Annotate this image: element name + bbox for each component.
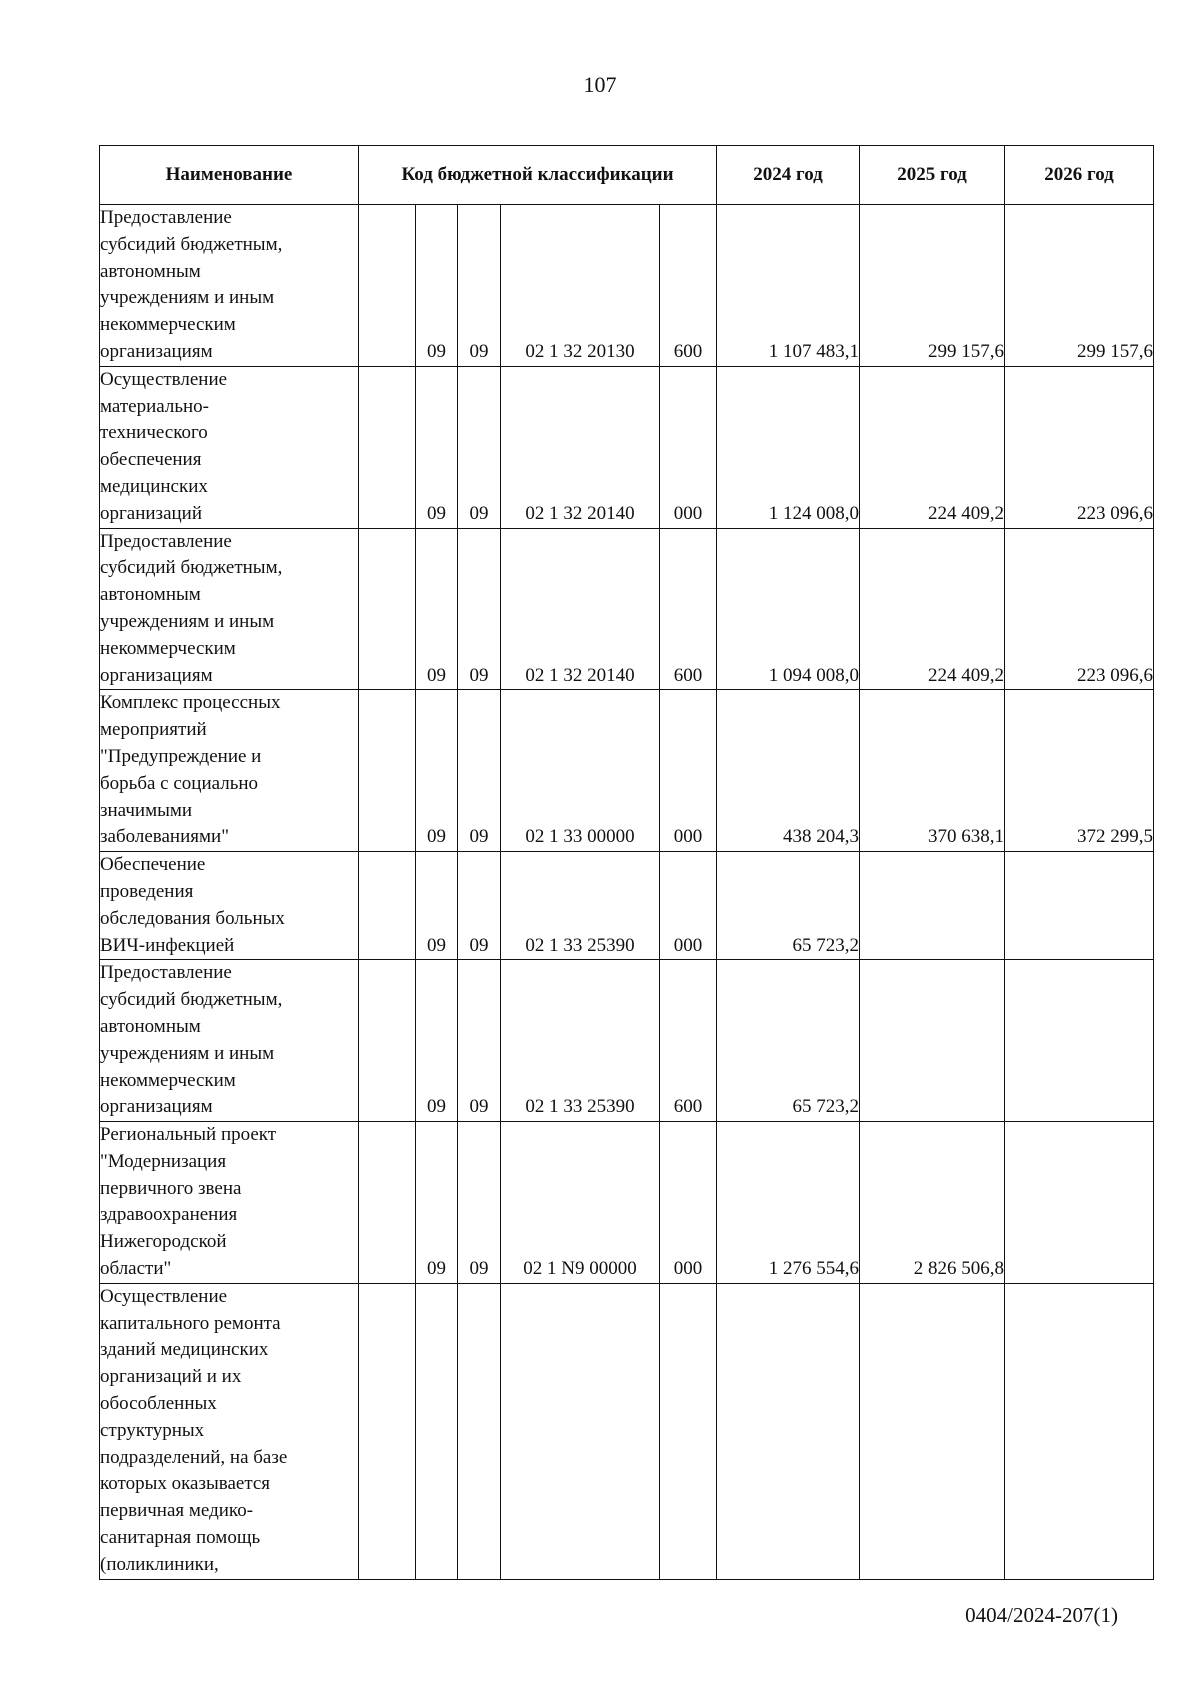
cell-2026 [1005,1283,1154,1579]
cell-name-line: организаций и их [100,1366,242,1388]
cell-name-line: медицинских [100,475,208,497]
table-row [100,366,1154,528]
cell-name [100,1122,359,1284]
table-row [100,1122,1154,1284]
cell-name-line: капитального ремонта [100,1312,281,1334]
cell-name-line: "Модернизация [100,1150,227,1172]
cell-name-line: (поликлиники, [100,1553,219,1575]
cell-2024: 1 094 008,0 [717,528,860,690]
cell-name-line: автономным [100,260,201,282]
cell-section: 09 [416,528,458,690]
table-row [100,852,1154,960]
cell-2026 [1005,960,1154,1122]
cell-name-line: борьба с социально [100,772,259,794]
cell-subsection: 09 [458,852,501,960]
cell-2024 [717,1283,860,1579]
cell-name-line: Осуществление [100,368,228,390]
cell-name-line: ВИЧ-инфекцией [100,934,235,956]
cell-2026: 223 096,6 [1005,528,1154,690]
cell-subsection: 09 [458,528,501,690]
cell-name [100,528,359,690]
cell-name-line: обеспечения [100,449,202,471]
cell-subsection: 09 [458,960,501,1122]
cell-chapter [359,528,416,690]
header-code: Код бюджетной классификации [359,146,717,205]
cell-name-line: материально- [100,395,209,417]
cell-2024: 65 723,2 [717,960,860,1122]
cell-2026: 299 157,6 [1005,205,1154,367]
cell-2025 [860,960,1005,1122]
cell-expense-type: 000 [660,852,717,960]
cell-name-line: учреждениям и иным [100,1042,275,1064]
header-name: Наименование [100,146,359,205]
cell-2026 [1005,852,1154,960]
cell-section: 09 [416,852,458,960]
cell-name-line: автономным [100,1015,201,1037]
cell-2025: 2 826 506,8 [860,1122,1005,1284]
cell-2024: 65 723,2 [717,852,860,960]
cell-subsection: 09 [458,366,501,528]
table-row [100,960,1154,1122]
cell-chapter [359,852,416,960]
page-number: 107 [583,72,617,97]
cell-name-line: организациям [100,340,213,362]
cell-2025: 370 638,1 [860,690,1005,852]
cell-target-article: 02 1 33 25390 [501,852,660,960]
cell-name-line: зданий медицинских [100,1339,269,1361]
cell-chapter [359,960,416,1122]
cell-name-line: Предоставление [100,962,232,984]
cell-name-line: Обеспечение [100,854,206,876]
cell-name-line: организациям [100,664,213,686]
cell-2025: 224 409,2 [860,366,1005,528]
cell-name-line: технического [100,422,208,444]
table-header-row [100,146,1154,205]
cell-name-line: "Предупреждение и [100,745,262,767]
cell-target-article [501,1283,660,1579]
cell-name-line: субсидий бюджетным, [100,557,283,579]
cell-name-line: Предоставление [100,207,232,228]
cell-2024: 1 276 554,6 [717,1122,860,1284]
cell-expense-type: 600 [660,960,717,1122]
cell-subsection: 09 [458,1122,501,1284]
cell-subsection: 09 [458,205,501,367]
cell-expense-type: 600 [660,205,717,367]
cell-name-line: некоммерческим [100,637,236,659]
document-code: 0404/2024-207(1) [965,1603,1118,1627]
cell-name-line: учреждениям и иным [100,287,275,309]
cell-name-line: некоммерческим [100,314,236,336]
cell-name-line: организаций [100,502,203,524]
cell-target-article: 02 1 32 20140 [501,366,660,528]
cell-name-line: подразделений, на базе [100,1446,288,1468]
cell-name-line: некоммерческим [100,1069,236,1091]
cell-target-article: 02 1 32 20140 [501,528,660,690]
cell-2024: 1 124 008,0 [717,366,860,528]
cell-name-line: мероприятий [100,719,207,741]
cell-name-line: Нижегородской [100,1231,227,1253]
header-2026: 2026 год [1005,146,1154,205]
cell-target-article: 02 1 33 00000 [501,690,660,852]
cell-name-line: первичная медико- [100,1500,254,1522]
cell-chapter [359,690,416,852]
cell-subsection [458,1283,501,1579]
cell-name-line: автономным [100,584,201,606]
table-body [100,205,1154,1580]
cell-name-line: обособленных [100,1393,217,1415]
cell-name-line: заболеваниями" [100,826,229,848]
cell-name [100,852,359,960]
cell-name [100,366,359,528]
cell-2025 [860,852,1005,960]
budget-table [99,145,1154,1580]
cell-section: 09 [416,1122,458,1284]
cell-2025: 299 157,6 [860,205,1005,367]
table-row [100,1283,1154,1579]
cell-2026: 223 096,6 [1005,366,1154,528]
cell-2026: 372 299,5 [1005,690,1154,852]
table-row [100,205,1154,367]
cell-name-line: Осуществление [100,1285,228,1307]
cell-name [100,205,359,367]
cell-name-line: организациям [100,1096,213,1118]
cell-chapter [359,1122,416,1284]
cell-chapter [359,1283,416,1579]
cell-name-line: Предоставление [100,530,232,552]
cell-name [100,690,359,852]
cell-2025 [860,1283,1005,1579]
cell-section [416,1283,458,1579]
cell-2026 [1005,1122,1154,1284]
cell-name-line: субсидий бюджетным, [100,989,283,1011]
cell-name-line: значимыми [100,799,193,821]
cell-chapter [359,205,416,367]
cell-name [100,1283,359,1579]
cell-name-line: Региональный проект [100,1124,277,1146]
cell-2024: 1 107 483,1 [717,205,860,367]
cell-name-line: санитарная помощь [100,1527,261,1549]
cell-expense-type [660,1283,717,1579]
table-row [100,528,1154,690]
cell-section: 09 [416,960,458,1122]
cell-name-line: учреждениям и иным [100,610,275,632]
cell-target-article: 02 1 N9 00000 [501,1122,660,1284]
cell-name-line: субсидий бюджетным, [100,233,283,255]
cell-subsection: 09 [458,690,501,852]
table-row [100,690,1154,852]
cell-2024: 438 204,3 [717,690,860,852]
cell-2025: 224 409,2 [860,528,1005,690]
cell-name-line: структурных [100,1419,205,1441]
cell-target-article: 02 1 32 20130 [501,205,660,367]
header-2024: 2024 год [717,146,860,205]
cell-name [100,960,359,1122]
cell-section: 09 [416,690,458,852]
cell-target-article: 02 1 33 25390 [501,960,660,1122]
cell-section: 09 [416,366,458,528]
cell-name-line: здравоохранения [100,1204,238,1226]
cell-name-line: области" [100,1258,172,1280]
cell-expense-type: 600 [660,528,717,690]
cell-name-line: проведения [100,880,194,902]
cell-name-line: обследования больных [100,907,285,929]
cell-name-line: Комплекс процессных [100,692,281,714]
header-2025: 2025 год [860,146,1005,205]
cell-name-line: первичного звена [100,1177,242,1199]
cell-expense-type: 000 [660,690,717,852]
cell-name-line: которых оказывается [100,1473,271,1495]
cell-section: 09 [416,205,458,367]
cell-chapter [359,366,416,528]
cell-expense-type: 000 [660,1122,717,1284]
cell-expense-type: 000 [660,366,717,528]
